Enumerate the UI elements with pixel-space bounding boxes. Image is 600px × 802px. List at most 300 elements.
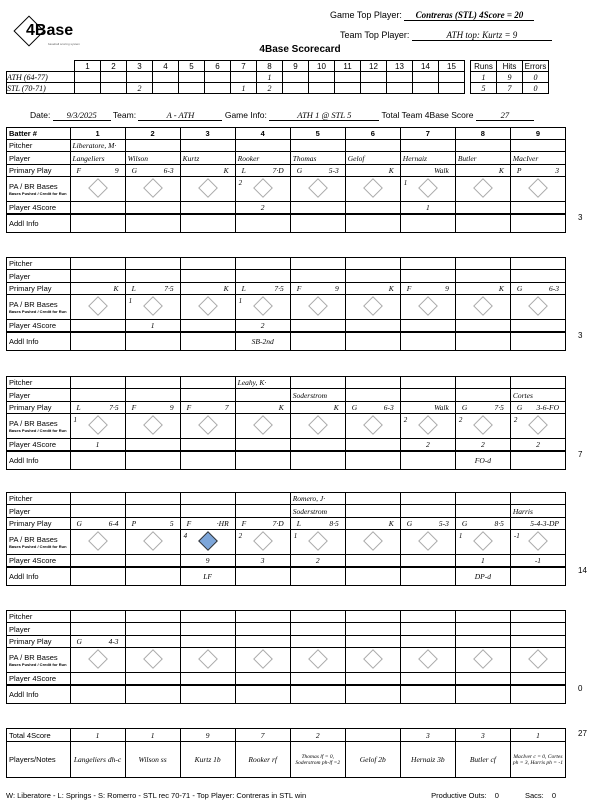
primary-cell	[125, 635, 180, 647]
bases-value: 1	[128, 297, 133, 306]
addl-cell	[400, 685, 455, 703]
productive-outs-value: 0	[494, 791, 499, 800]
player-cell	[125, 270, 180, 282]
play-detail: 6-3	[163, 165, 174, 175]
inning-header: 8	[257, 61, 283, 72]
pa-cell	[400, 295, 455, 320]
base-diamond-icon	[198, 178, 218, 198]
rhe-header: Hits	[497, 61, 523, 72]
pa-cell	[345, 177, 400, 202]
primary-play	[183, 166, 233, 175]
linescore-cell	[153, 83, 179, 94]
primary-play	[348, 403, 398, 412]
play-detail: K	[278, 402, 284, 412]
play-detail: 9	[114, 165, 119, 175]
productive-outs-label: Productive Outs:	[431, 791, 487, 800]
linescore-cell	[335, 72, 361, 83]
base-diamond-icon	[143, 649, 163, 669]
base-diamond-icon	[253, 415, 273, 435]
primary-row	[7, 635, 566, 647]
addl-cell	[125, 685, 180, 703]
play-detail: 6-3	[549, 283, 559, 293]
player-cell	[125, 505, 180, 517]
bases-value: 2	[238, 532, 243, 541]
primary-label: Primary Play	[7, 401, 71, 413]
pa-cell	[400, 414, 455, 439]
play-type: F	[186, 518, 192, 528]
play-detail: 7·D	[272, 165, 284, 175]
primary-play	[403, 403, 453, 412]
primary-play	[348, 284, 398, 293]
player-cell	[455, 623, 510, 635]
player-row	[7, 505, 566, 517]
base-diamond-icon	[88, 178, 108, 198]
addl-cell	[345, 451, 400, 469]
p4-cell	[400, 555, 455, 567]
play-type: F	[186, 402, 192, 412]
addl-row	[7, 332, 566, 350]
pitcher-row	[7, 377, 566, 389]
player-row	[7, 152, 566, 164]
primary-row	[7, 517, 566, 529]
pa-row	[7, 177, 566, 202]
team-value: A - ATH	[138, 110, 222, 121]
p4-row	[7, 320, 566, 332]
linescore-cell	[179, 83, 205, 94]
linescore-cell	[205, 83, 231, 94]
batter-number: 5	[290, 128, 345, 140]
player-cell	[400, 623, 455, 635]
page-title: 4Base Scorecard	[259, 44, 341, 55]
p4-cell	[125, 673, 180, 685]
pitcher-label: Pitcher	[7, 140, 71, 152]
play-detail: 6-3	[383, 402, 394, 412]
pitcher-cell	[180, 377, 235, 389]
p4-cell	[70, 320, 125, 332]
player-cell	[400, 505, 455, 517]
pitcher-cell	[125, 493, 180, 505]
linescore-cell	[153, 72, 179, 83]
p4-label: Player 4Score	[7, 439, 71, 451]
base-diamond-icon	[363, 531, 383, 551]
addl-cell: LF	[180, 567, 235, 585]
player-cell	[510, 270, 565, 282]
pa-cell	[180, 648, 235, 673]
p4-cell: 1	[455, 555, 510, 567]
addl-cell	[510, 214, 565, 232]
linescore-cell	[361, 83, 387, 94]
player-cell: Kurtz	[180, 152, 235, 164]
base-diamond-icon	[363, 649, 383, 669]
p4-cell: 3	[235, 555, 290, 567]
linescore-cell: 1	[257, 72, 283, 83]
play-detail: Walk	[434, 402, 449, 412]
p4-cell	[70, 202, 125, 214]
inning-block	[6, 257, 566, 351]
total-value: 7	[235, 729, 290, 742]
pa-cell	[290, 295, 345, 320]
pa-row	[7, 648, 566, 673]
linescore-cell	[387, 72, 413, 83]
primary-cell	[455, 401, 510, 413]
play-detail: 6-4	[108, 518, 119, 528]
linescore-cell	[387, 83, 413, 94]
player-row	[7, 389, 566, 401]
addl-row	[7, 451, 566, 469]
inning-header: 13	[387, 61, 413, 72]
primary-cell	[125, 517, 180, 529]
primary-play	[128, 519, 178, 528]
primary-cell	[510, 164, 565, 176]
play-type: F	[76, 165, 82, 175]
addl-cell	[290, 685, 345, 703]
p4-row	[7, 673, 566, 685]
pa-cell	[345, 648, 400, 673]
player-note: Butler cf	[455, 742, 510, 778]
pitcher-cell	[400, 493, 455, 505]
pa-label	[7, 414, 71, 439]
base-diamond-icon	[253, 296, 273, 316]
base-diamond-icon	[308, 531, 328, 551]
pa-cell	[290, 414, 345, 439]
addl-cell	[70, 567, 125, 585]
base-diamond-icon	[473, 649, 493, 669]
primary-cell	[455, 282, 510, 294]
player-cell	[455, 505, 510, 517]
base-diamond-icon	[418, 531, 438, 551]
pitcher-cell	[400, 377, 455, 389]
p4-cell: 9	[180, 555, 235, 567]
pitcher-cell	[180, 611, 235, 623]
primary-row	[7, 164, 566, 176]
base-diamond-icon	[143, 531, 163, 551]
play-detail: 5	[169, 518, 174, 528]
pitcher-cell	[455, 377, 510, 389]
player-cell: Butler	[455, 152, 510, 164]
pitcher-cell	[235, 493, 290, 505]
batter-number: 1	[70, 128, 125, 140]
base-diamond-icon	[88, 531, 108, 551]
pitcher-cell	[400, 140, 455, 152]
addl-label: Addl Info	[7, 567, 71, 585]
inning-header: 2	[101, 61, 127, 72]
primary-play	[128, 166, 178, 175]
pitcher-cell	[235, 611, 290, 623]
inning-header: 9	[283, 61, 309, 72]
base-diamond-icon	[308, 649, 328, 669]
inning-total: 0	[578, 684, 583, 693]
pa-sub-label: Bases Pushed / Credit for Run	[9, 309, 67, 315]
play-detail: K	[113, 283, 119, 293]
batter-number: 2	[125, 128, 180, 140]
player-note: Kurtz 1b	[180, 742, 235, 778]
primary-cell	[345, 401, 400, 413]
player-note: Hernaiz 3b	[400, 742, 455, 778]
linescore-cell: 1	[231, 83, 257, 94]
linescore-cell	[179, 72, 205, 83]
primary-cell	[290, 635, 345, 647]
addl-row	[7, 214, 566, 232]
player-cell: Langeliers	[70, 152, 125, 164]
player-cell	[290, 623, 345, 635]
play-detail: Walk	[434, 165, 449, 175]
primary-cell	[345, 282, 400, 294]
pa-cell	[70, 295, 125, 320]
base-diamond-icon	[528, 296, 548, 316]
linescore-cell	[127, 72, 153, 83]
player-cell	[235, 270, 290, 282]
primary-cell	[290, 401, 345, 413]
base-diamond-icon	[198, 649, 218, 669]
pitcher-cell	[510, 258, 565, 270]
pitcher-cell	[180, 493, 235, 505]
total-value: 9	[180, 729, 235, 742]
totals-table	[6, 728, 566, 778]
addl-cell	[235, 214, 290, 232]
linescore-cell	[75, 72, 101, 83]
base-diamond-icon	[308, 296, 328, 316]
pa-cell	[70, 414, 125, 439]
pa-cell	[235, 648, 290, 673]
total-label: Total 4Score	[7, 729, 71, 742]
bases-value: 4	[183, 532, 188, 541]
bases-value: 2	[238, 179, 243, 188]
batter-number: 6	[345, 128, 400, 140]
pitcher-row	[7, 258, 566, 270]
primary-play	[348, 166, 398, 175]
p4-cell	[70, 555, 125, 567]
primary-play	[128, 284, 178, 293]
play-detail: 7	[224, 402, 229, 412]
primary-cell	[70, 517, 125, 529]
play-detail: 9	[445, 283, 449, 293]
addl-cell: DP-d	[455, 567, 510, 585]
primary-cell	[125, 282, 180, 294]
addl-cell	[70, 332, 125, 350]
sacs-label: Sacs:	[524, 791, 544, 800]
pitcher-cell	[180, 258, 235, 270]
primary-label: Primary Play	[7, 164, 71, 176]
logo-text: 4Base	[26, 22, 74, 39]
inning-total: 14	[578, 566, 587, 575]
pa-cell	[345, 530, 400, 555]
play-type: L	[76, 402, 81, 412]
addl-cell	[235, 567, 290, 585]
play-type: G	[406, 518, 413, 528]
base-diamond-icon	[363, 296, 383, 316]
primary-cell	[235, 635, 290, 647]
addl-cell: SB-2nd	[235, 332, 290, 350]
primary-cell	[510, 635, 565, 647]
p4-cell	[345, 439, 400, 451]
bases-value: 1	[238, 297, 243, 306]
p4-cell	[180, 202, 235, 214]
base-diamond-icon	[253, 531, 273, 551]
pitcher-cell	[70, 258, 125, 270]
p4-cell	[455, 320, 510, 332]
pitcher-cell	[180, 140, 235, 152]
total-value	[345, 729, 400, 742]
player-cell	[180, 505, 235, 517]
pitcher-cell	[125, 377, 180, 389]
primary-cell	[510, 401, 565, 413]
play-type: F	[296, 283, 302, 293]
play-detail: 5-3	[438, 518, 449, 528]
player-cell	[400, 270, 455, 282]
pa-cell	[400, 177, 455, 202]
team-score-label: Total Team 4Base Score	[381, 110, 474, 120]
p4-label: Player 4Score	[7, 555, 71, 567]
primary-play	[403, 519, 453, 528]
pa-row	[7, 414, 566, 439]
inning-header: 15	[439, 61, 465, 72]
pa-cell	[125, 295, 180, 320]
pitcher-label: Pitcher	[7, 493, 71, 505]
play-type: F	[241, 518, 247, 528]
player-cell: Thomas	[290, 152, 345, 164]
footer-stats	[431, 791, 556, 800]
p4-cell	[290, 439, 345, 451]
primary-cell	[70, 164, 125, 176]
addl-cell	[180, 451, 235, 469]
p4-cell	[345, 320, 400, 332]
linescore-cell	[439, 72, 465, 83]
primary-play	[73, 519, 123, 528]
play-type: G	[516, 283, 523, 293]
linescore-cell: 2	[257, 83, 283, 94]
pa-label-text: PA / BR Bases	[9, 300, 58, 310]
rhe-header: Errors	[523, 61, 549, 72]
p4-cell	[510, 320, 565, 332]
base-diamond-icon	[198, 415, 218, 435]
p4-cell: 2	[455, 439, 510, 451]
batter-number: 4	[235, 128, 290, 140]
rhe-cell: 1	[471, 72, 497, 83]
pitcher-cell	[455, 258, 510, 270]
p4-cell	[345, 555, 400, 567]
player-cell	[235, 623, 290, 635]
base-diamond-icon	[308, 178, 328, 198]
player-cell	[455, 389, 510, 401]
primary-cell	[180, 282, 235, 294]
pa-cell	[400, 530, 455, 555]
player-note: Wilson ss	[125, 742, 180, 778]
addl-cell	[345, 332, 400, 350]
play-type: F	[406, 283, 412, 293]
addl-cell	[290, 332, 345, 350]
play-type: L	[131, 283, 136, 293]
play-type: G	[351, 402, 358, 412]
bases-value: 2	[458, 416, 463, 425]
pa-cell	[455, 648, 510, 673]
linescore-team: ATH (64-77)	[7, 72, 75, 83]
player-cell	[70, 270, 125, 282]
base-diamond-icon	[363, 415, 383, 435]
p4-cell	[180, 439, 235, 451]
pa-label	[7, 177, 71, 202]
linescore-cell	[101, 72, 127, 83]
addl-cell	[235, 685, 290, 703]
addl-cell	[455, 685, 510, 703]
inning-block	[6, 127, 566, 233]
play-detail: 9	[169, 402, 174, 412]
rhe-header: Runs	[471, 61, 497, 72]
player-cell	[345, 270, 400, 282]
pitcher-cell	[455, 611, 510, 623]
primary-cell	[290, 517, 345, 529]
play-type: L	[241, 283, 246, 293]
pitcher-cell	[400, 258, 455, 270]
addl-cell	[510, 685, 565, 703]
pa-cell	[510, 295, 565, 320]
addl-cell	[455, 214, 510, 232]
grand-total: 27	[578, 729, 587, 738]
linescore-cell	[283, 72, 309, 83]
pa-label	[7, 648, 71, 673]
linescore-cell	[335, 83, 361, 94]
base-diamond-icon	[528, 531, 548, 551]
pitcher-cell	[290, 258, 345, 270]
p4-cell	[290, 320, 345, 332]
batter-number: 9	[510, 128, 565, 140]
base-diamond-icon	[418, 296, 438, 316]
addl-cell	[70, 451, 125, 469]
pitcher-row	[7, 493, 566, 505]
player-cell: Cortes	[510, 389, 565, 401]
inning-header: 5	[179, 61, 205, 72]
base-diamond-icon	[253, 178, 273, 198]
rhe-cell: 7	[497, 83, 523, 94]
pitcher-cell	[235, 258, 290, 270]
primary-label: Primary Play	[7, 635, 71, 647]
pa-cell	[70, 530, 125, 555]
primary-cell	[125, 164, 180, 176]
p4-label: Player 4Score	[7, 202, 71, 214]
team-top-player	[340, 30, 552, 41]
play-detail: 4-3	[108, 636, 119, 646]
pitcher-cell	[510, 611, 565, 623]
p4-cell	[125, 555, 180, 567]
base-diamond-icon	[198, 531, 218, 551]
primary-play	[458, 519, 508, 528]
primary-cell	[70, 635, 125, 647]
player-cell	[180, 623, 235, 635]
primary-play	[348, 519, 398, 528]
player-cell: Soderstrom	[290, 505, 345, 517]
player-label: Player	[7, 623, 71, 635]
play-type: G	[461, 402, 468, 412]
primary-play	[238, 166, 288, 175]
primary-cell	[180, 401, 235, 413]
pitcher-label: Pitcher	[7, 611, 71, 623]
player-cell	[70, 505, 125, 517]
pa-cell	[290, 648, 345, 673]
pa-cell	[70, 177, 125, 202]
base-diamond-icon	[473, 415, 493, 435]
addl-cell	[125, 451, 180, 469]
player-label: Player	[7, 152, 71, 164]
pitcher-cell	[345, 258, 400, 270]
play-detail: K	[333, 402, 339, 412]
pa-cell	[510, 530, 565, 555]
play-type: G	[516, 402, 523, 412]
inning-header: 3	[127, 61, 153, 72]
addl-cell	[400, 214, 455, 232]
primary-cell	[345, 635, 400, 647]
primary-cell	[400, 164, 455, 176]
pa-cell	[290, 177, 345, 202]
player-cell	[70, 623, 125, 635]
